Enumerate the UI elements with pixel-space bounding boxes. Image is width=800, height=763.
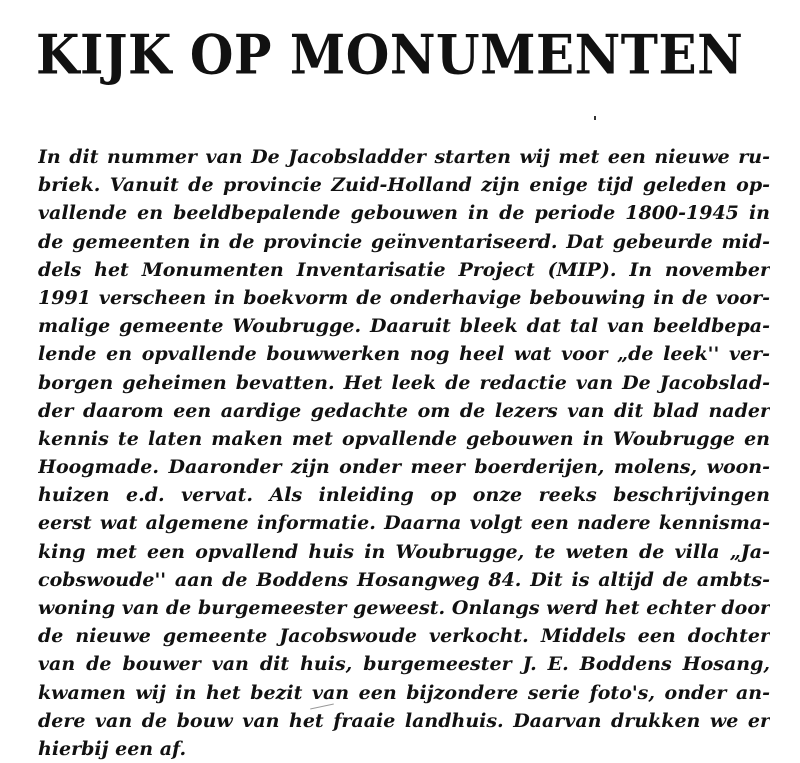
paragraph-line: eerst wat algemene informatie. Daarna volgt een nadere kennisma-	[38, 512, 770, 535]
paragraph-line: de gemeenten in de provincie geïnventariseerd. Dat gebeurde mid-	[38, 230, 770, 253]
paragraph-line: kwamen wij in het bezit van een bijzondere serie foto's, onder an-	[38, 681, 770, 704]
article-title: KIJK OP MONUMENTEN	[36, 22, 744, 87]
print-speck	[594, 116, 596, 120]
paragraph-line: king met een opvallend huis in Woubrugge, te weten de villa „Ja-	[38, 540, 770, 563]
paragraph-line: huizen e.d. vervat. Als inleiding op onze reeks beschrijvingen	[38, 484, 770, 507]
paragraph-line: woning van de burgemeester geweest. Onlangs werd het echter door	[38, 597, 770, 619]
paragraph-line: der daarom een aardige gedachte om de lezers van dit blad nader	[38, 399, 770, 422]
paragraph-line: In dit nummer van De Jacobsladder starten wij met een nieuwe ru-	[38, 146, 770, 168]
paragraph-line: kennis te laten maken met opvallende gebouwen in Woubrugge en	[38, 427, 770, 450]
paragraph-line: Hoogmade. Daaronder zijn onder meer boerderijen, molens, woon-	[38, 456, 770, 479]
paragraph-line: malige gemeente Woubrugge. Daaruit bleek dat tal van beeldbepa-	[38, 315, 770, 338]
paragraph-line: dere van de bouw van het fraaie landhuis. Daarvan drukken we er	[38, 709, 770, 732]
paragraph-line: borgen geheimen bevatten. Het leek de redactie van De Jacobslad-	[38, 371, 770, 394]
paragraph-line: van de bouwer van dit huis, burgemeester J. E. Boddens Hosang,	[38, 653, 770, 676]
paragraph-line: lende en opvallende bouwwerken nog heel wat voor „de leek'' ver-	[38, 343, 770, 366]
paragraph-line: vallende en beeldbepalende gebouwen in de periode 1800-1945 in	[38, 202, 770, 225]
paragraph-line: cobswoude'' aan de Boddens Hosangweg 84. Dit is altijd de ambts-	[38, 568, 770, 591]
paragraph-line: hierbij een af.	[38, 737, 187, 760]
paragraph-line: briek. Vanuit de provincie Zuid-Holland zijn enige tijd geleden op-	[38, 174, 770, 197]
paragraph-line: 1991 verscheen in boekvorm de onderhavige bebouwing in de voor-	[38, 286, 770, 309]
paragraph-line: dels het Monumenten Inventarisatie Project (MIP). In november	[38, 258, 770, 281]
intro-paragraph	[38, 143, 770, 763]
paragraph-line: de nieuwe gemeente Jacobswoude verkocht. Middels een dochter	[38, 625, 770, 648]
